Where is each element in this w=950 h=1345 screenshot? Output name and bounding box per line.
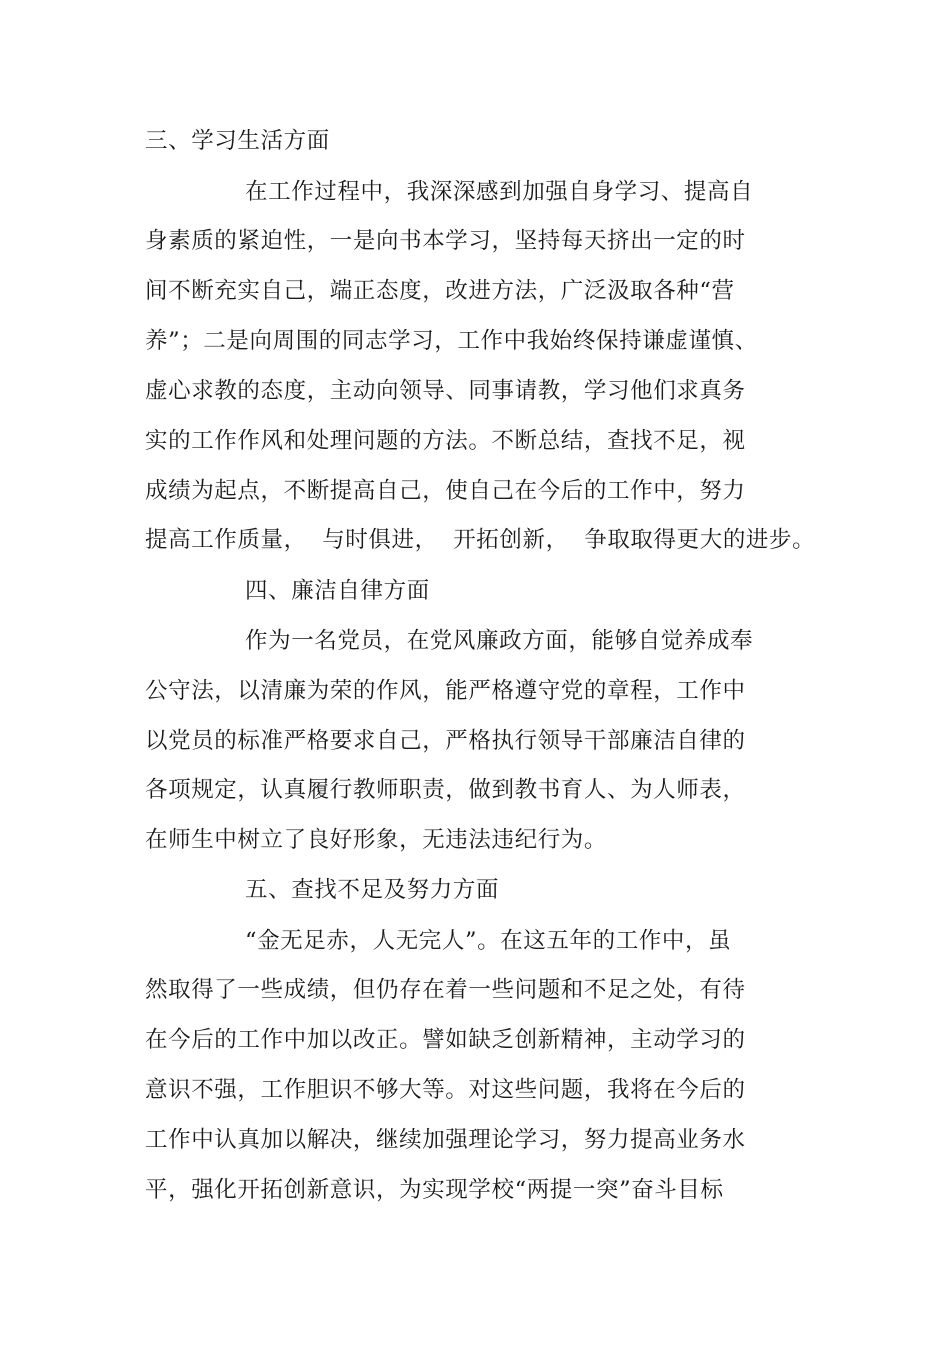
paragraph-line: 各项规定，认真履行教师职责，做到教书育人、为人师表， [145, 777, 746, 803]
paragraph-line: 在工作过程中，我深深感到加强自身学习、提高自 [245, 179, 754, 205]
paragraph-line: 虚心求教的态度，主动向领导、同事请教，学习他们求真务 [145, 378, 746, 404]
paragraph-line: 然取得了一些成绩，但仍存在着一些问题和不足之处，有待 [145, 977, 746, 1003]
paragraph-line: 实的工作作风和处理问题的方法。不断总结，查找不足，视 [145, 428, 746, 454]
paragraph-line: 以党员的标准严格要求自己，严格执行领导干部廉洁自律的 [145, 728, 746, 754]
paragraph-line: 意识不强，工作胆识不够大等。对这些问题，我将在今后的 [145, 1077, 746, 1103]
section-heading-shortcomings: 五、查找不足及努力方面 [245, 877, 500, 903]
section-heading-integrity: 四、廉洁自律方面 [245, 578, 430, 604]
paragraph-line: 公守法，以清廉为荣的作风，能严格遵守党的章程，工作中 [145, 678, 746, 704]
paragraph-line: 在今后的工作中加以改正。譬如缺乏创新精神，主动学习的 [145, 1027, 746, 1053]
paragraph-line: 养”；二是向周围的同志学习，工作中我始终保持谦虚谨慎、 [145, 328, 758, 354]
paragraph-line: 成绩为起点，不断提高自己，使自己在今后的工作中，努力 [145, 478, 746, 504]
section-heading-study-life: 三、学习生活方面 [145, 128, 330, 154]
paragraph-line: 提高工作质量， 与时俱进， 开拓创新， 争取取得更大的进步。 [145, 527, 816, 553]
paragraph-line: “金无足赤，人无完人”。在这五年的工作中，虽 [245, 928, 732, 954]
paragraph-line: 工作中认真加以解决，继续加强理论学习，努力提高业务水 [145, 1127, 746, 1153]
paragraph-line: 在师生中树立了良好形象，无违法违纪行为。 [145, 827, 608, 853]
paragraph-line: 平，强化开拓创新意识，为实现学校“两提一突”奋斗目标 [145, 1177, 724, 1203]
paragraph-line: 身素质的紧迫性，一是向书本学习，坚持每天挤出一定的时 [145, 228, 746, 254]
paragraph-line: 作为一名党员，在党风廉政方面，能够自觉养成奉 [245, 628, 754, 654]
paragraph-line: 间不断充实自己，端正态度，改进方法，广泛汲取各种“营 [145, 278, 735, 304]
